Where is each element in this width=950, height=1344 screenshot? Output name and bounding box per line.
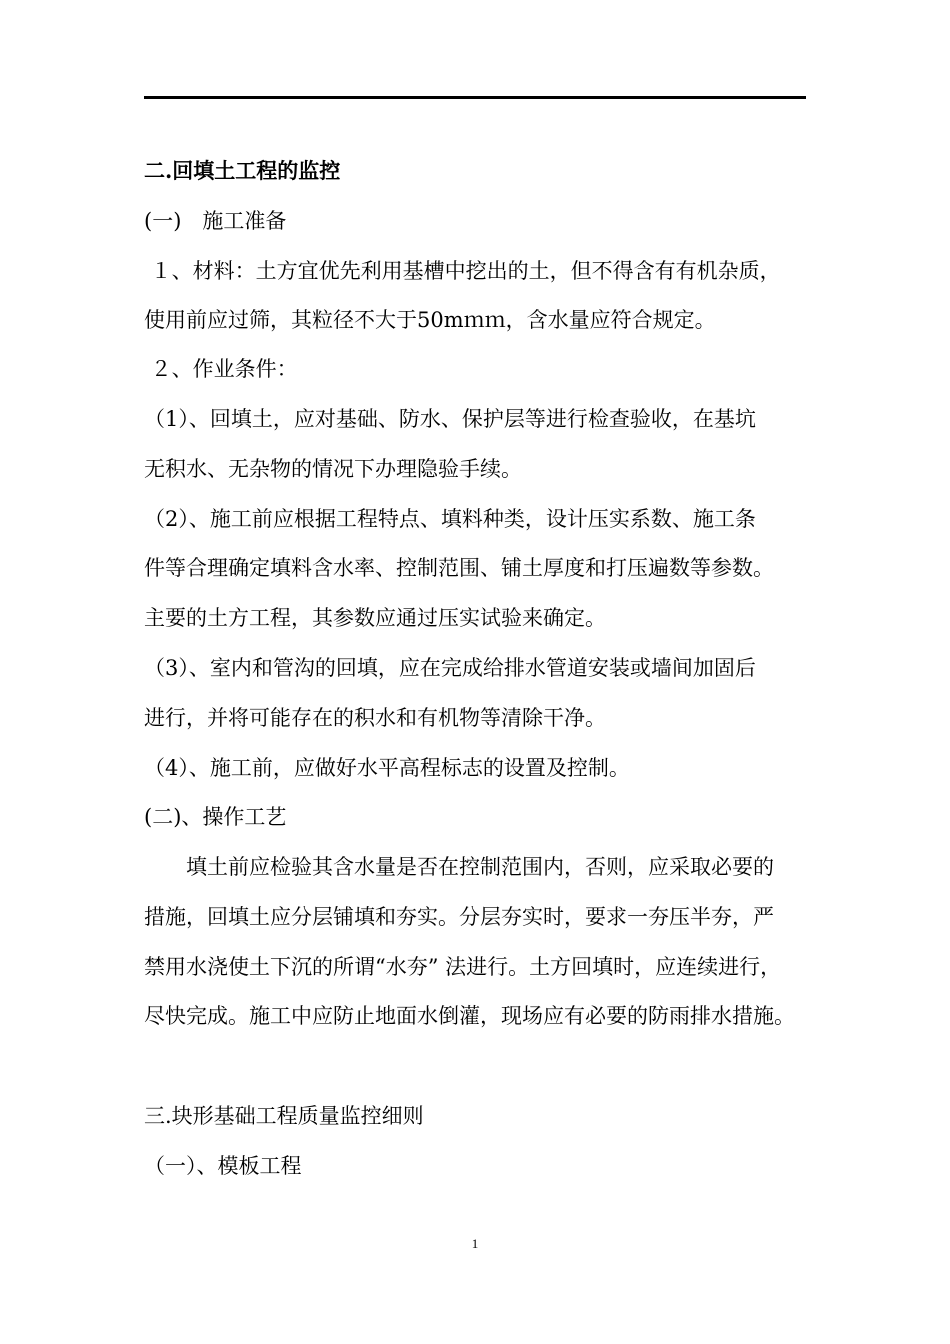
- subheading-operation-process: (二)、操作工艺: [144, 805, 287, 829]
- condition-1-line-2: 无积水、无杂物的情况下办理隐验手续。: [144, 457, 522, 481]
- condition-2-line-1: （2）、施工前应根据工程特点、填料种类，设计压实系数、施工条: [144, 507, 756, 531]
- process-paragraph-line-4: 尽快完成。施工中应防止地面水倒灌，现场应有必要的防雨排水措施。: [144, 1004, 795, 1028]
- condition-2-line-3: 主要的土方工程，其参数应通过压实试验来确定。: [144, 606, 606, 630]
- section-heading-block-foundation: 三.块形基础工程质量监控细则: [144, 1104, 424, 1128]
- header-rule: [144, 96, 806, 99]
- material-paragraph-line-2: 使用前应过筛，其粒径不大于50mｍｍ，含水量应符合规定。: [144, 308, 716, 332]
- process-paragraph-line-3: 禁用水浇使土下沉的所谓“水夯” 法进行。土方回填时，应连续进行，: [144, 955, 782, 979]
- condition-2-line-2: 件等合理确定填料含水率、控制范围、铺土厚度和打压遍数等参数。: [144, 556, 774, 580]
- condition-4: （4）、施工前，应做好水平高程标志的设置及控制。: [144, 756, 630, 780]
- condition-1-line-1: （1）、回填土，应对基础、防水、保护层等进行检查验收，在基坑: [144, 407, 756, 431]
- process-paragraph-line-2: 措施，回填土应分层铺填和夯实。分层夯实时，要求一夯压半夯，严: [144, 905, 774, 929]
- section-heading-backfill: 二.回填土工程的监控: [144, 158, 341, 183]
- process-paragraph-line-1: 填土前应检验其含水量是否在控制范围内，否则，应采取必要的: [144, 855, 774, 879]
- subheading-construction-prep: (一) 施工准备: [144, 209, 287, 233]
- page-number: 1: [471, 1236, 479, 1251]
- subheading-formwork: （一）、模板工程: [144, 1154, 302, 1178]
- condition-3-line-1: （3）、室内和管沟的回填，应在完成给排水管道安装或墙间加固后: [144, 656, 756, 680]
- material-paragraph-line-1: １、材料：土方宜优先利用基槽中挖出的土，但不得含有有机杂质，: [144, 259, 781, 283]
- work-conditions-heading: ２、作业条件：: [144, 357, 298, 381]
- condition-3-line-2: 进行，并将可能存在的积水和有机物等清除干净。: [144, 706, 606, 730]
